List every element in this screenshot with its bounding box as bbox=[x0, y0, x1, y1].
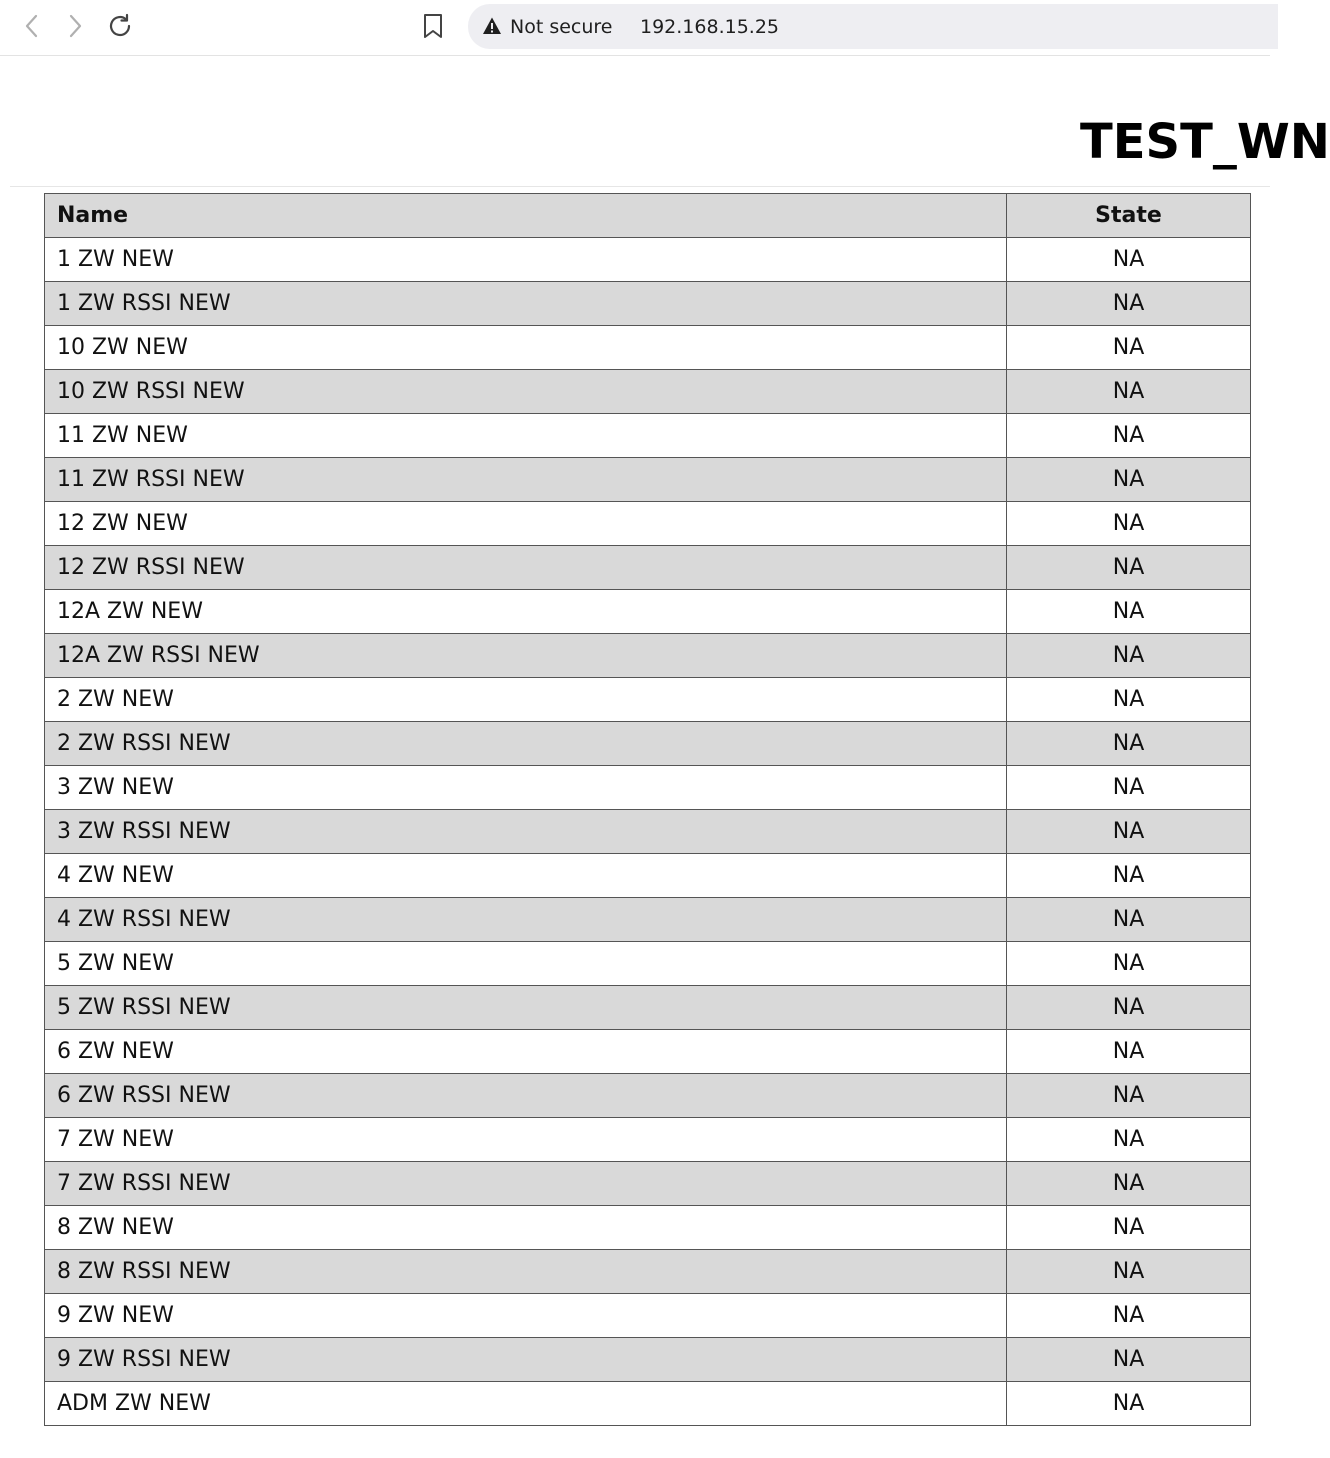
column-header-state: State bbox=[1007, 194, 1251, 238]
table-row bbox=[45, 546, 1251, 590]
table-row bbox=[45, 1074, 1251, 1118]
table-row bbox=[45, 854, 1251, 898]
url-text[interactable]: 192.168.15.25 bbox=[640, 16, 780, 38]
row-state-cell: NA bbox=[1007, 1162, 1251, 1206]
row-name-cell: 5 ZW RSSI NEW bbox=[45, 986, 1007, 1030]
row-name-cell: 12 ZW NEW bbox=[45, 502, 1007, 546]
row-state-cell: NA bbox=[1007, 678, 1251, 722]
row-name-cell: 10 ZW NEW bbox=[45, 326, 1007, 370]
table-row bbox=[45, 282, 1251, 326]
table-row bbox=[45, 722, 1251, 766]
row-name-cell: 2 ZW RSSI NEW bbox=[45, 722, 1007, 766]
status-table bbox=[44, 193, 1251, 1426]
page-title: TEST_WN bbox=[1080, 114, 1330, 170]
row-state-cell: NA bbox=[1007, 326, 1251, 370]
table-row bbox=[45, 326, 1251, 370]
table-row bbox=[45, 1206, 1251, 1250]
row-state-cell: NA bbox=[1007, 1338, 1251, 1382]
security-label[interactable]: Not secure bbox=[510, 16, 613, 38]
row-name-cell: 1 ZW NEW bbox=[45, 238, 1007, 282]
bookmark-button[interactable] bbox=[415, 8, 451, 44]
table-row bbox=[45, 678, 1251, 722]
table-header-row bbox=[45, 194, 1251, 238]
row-name-cell: 9 ZW RSSI NEW bbox=[45, 1338, 1007, 1382]
row-state-cell: NA bbox=[1007, 986, 1251, 1030]
column-header-name: Name bbox=[45, 194, 1007, 238]
table-row bbox=[45, 986, 1251, 1030]
row-name-cell: 11 ZW NEW bbox=[45, 414, 1007, 458]
row-state-cell: NA bbox=[1007, 1382, 1251, 1426]
forward-button[interactable] bbox=[57, 8, 93, 44]
table-row bbox=[45, 634, 1251, 678]
table-row bbox=[45, 458, 1251, 502]
row-name-cell: 12A ZW NEW bbox=[45, 590, 1007, 634]
table-row bbox=[45, 238, 1251, 282]
row-name-cell: 5 ZW NEW bbox=[45, 942, 1007, 986]
row-state-cell: NA bbox=[1007, 1030, 1251, 1074]
table-row bbox=[45, 590, 1251, 634]
row-state-cell: NA bbox=[1007, 942, 1251, 986]
row-state-cell: NA bbox=[1007, 590, 1251, 634]
row-state-cell: NA bbox=[1007, 1206, 1251, 1250]
row-state-cell: NA bbox=[1007, 282, 1251, 326]
table-row bbox=[45, 942, 1251, 986]
browser-toolbar bbox=[0, 0, 1270, 56]
row-state-cell: NA bbox=[1007, 810, 1251, 854]
table-row bbox=[45, 1030, 1251, 1074]
table-row bbox=[45, 1294, 1251, 1338]
row-name-cell: 12A ZW RSSI NEW bbox=[45, 634, 1007, 678]
row-name-cell: 2 ZW NEW bbox=[45, 678, 1007, 722]
table-row bbox=[45, 1250, 1251, 1294]
table-row bbox=[45, 1118, 1251, 1162]
row-name-cell: 7 ZW NEW bbox=[45, 1118, 1007, 1162]
reload-button[interactable] bbox=[102, 8, 138, 44]
bookmark-icon bbox=[422, 12, 444, 40]
row-name-cell: 3 ZW NEW bbox=[45, 766, 1007, 810]
table-row bbox=[45, 370, 1251, 414]
row-state-cell: NA bbox=[1007, 766, 1251, 810]
row-name-cell: 8 ZW NEW bbox=[45, 1206, 1007, 1250]
row-state-cell: NA bbox=[1007, 1294, 1251, 1338]
back-button[interactable] bbox=[14, 8, 50, 44]
table-row bbox=[45, 766, 1251, 810]
row-name-cell: 11 ZW RSSI NEW bbox=[45, 458, 1007, 502]
table-row bbox=[45, 1382, 1251, 1426]
table-row bbox=[45, 1162, 1251, 1206]
address-bar[interactable] bbox=[468, 4, 1278, 49]
row-name-cell: 4 ZW RSSI NEW bbox=[45, 898, 1007, 942]
row-state-cell: NA bbox=[1007, 238, 1251, 282]
row-state-cell: NA bbox=[1007, 634, 1251, 678]
row-name-cell: 4 ZW NEW bbox=[45, 854, 1007, 898]
table-row bbox=[45, 898, 1251, 942]
table-row bbox=[45, 414, 1251, 458]
reload-icon bbox=[106, 12, 134, 40]
row-name-cell: 6 ZW NEW bbox=[45, 1030, 1007, 1074]
row-state-cell: NA bbox=[1007, 458, 1251, 502]
row-name-cell: 1 ZW RSSI NEW bbox=[45, 282, 1007, 326]
title-divider bbox=[10, 186, 1270, 187]
chevron-right-icon bbox=[65, 13, 85, 39]
table-row bbox=[45, 810, 1251, 854]
row-name-cell: 8 ZW RSSI NEW bbox=[45, 1250, 1007, 1294]
row-state-cell: NA bbox=[1007, 898, 1251, 942]
row-name-cell: 3 ZW RSSI NEW bbox=[45, 810, 1007, 854]
row-state-cell: NA bbox=[1007, 1118, 1251, 1162]
row-state-cell: NA bbox=[1007, 854, 1251, 898]
table-row bbox=[45, 1338, 1251, 1382]
table-body bbox=[45, 238, 1251, 1426]
row-state-cell: NA bbox=[1007, 1074, 1251, 1118]
row-state-cell: NA bbox=[1007, 414, 1251, 458]
row-state-cell: NA bbox=[1007, 546, 1251, 590]
warning-triangle-icon bbox=[482, 16, 502, 36]
row-name-cell: 10 ZW RSSI NEW bbox=[45, 370, 1007, 414]
row-state-cell: NA bbox=[1007, 722, 1251, 766]
chevron-left-icon bbox=[22, 13, 42, 39]
row-state-cell: NA bbox=[1007, 370, 1251, 414]
row-name-cell: 12 ZW RSSI NEW bbox=[45, 546, 1007, 590]
row-name-cell: 9 ZW NEW bbox=[45, 1294, 1007, 1338]
row-name-cell: 7 ZW RSSI NEW bbox=[45, 1162, 1007, 1206]
table-row bbox=[45, 502, 1251, 546]
row-state-cell: NA bbox=[1007, 1250, 1251, 1294]
row-name-cell: 6 ZW RSSI NEW bbox=[45, 1074, 1007, 1118]
row-name-cell: ADM ZW NEW bbox=[45, 1382, 1007, 1426]
row-state-cell: NA bbox=[1007, 502, 1251, 546]
